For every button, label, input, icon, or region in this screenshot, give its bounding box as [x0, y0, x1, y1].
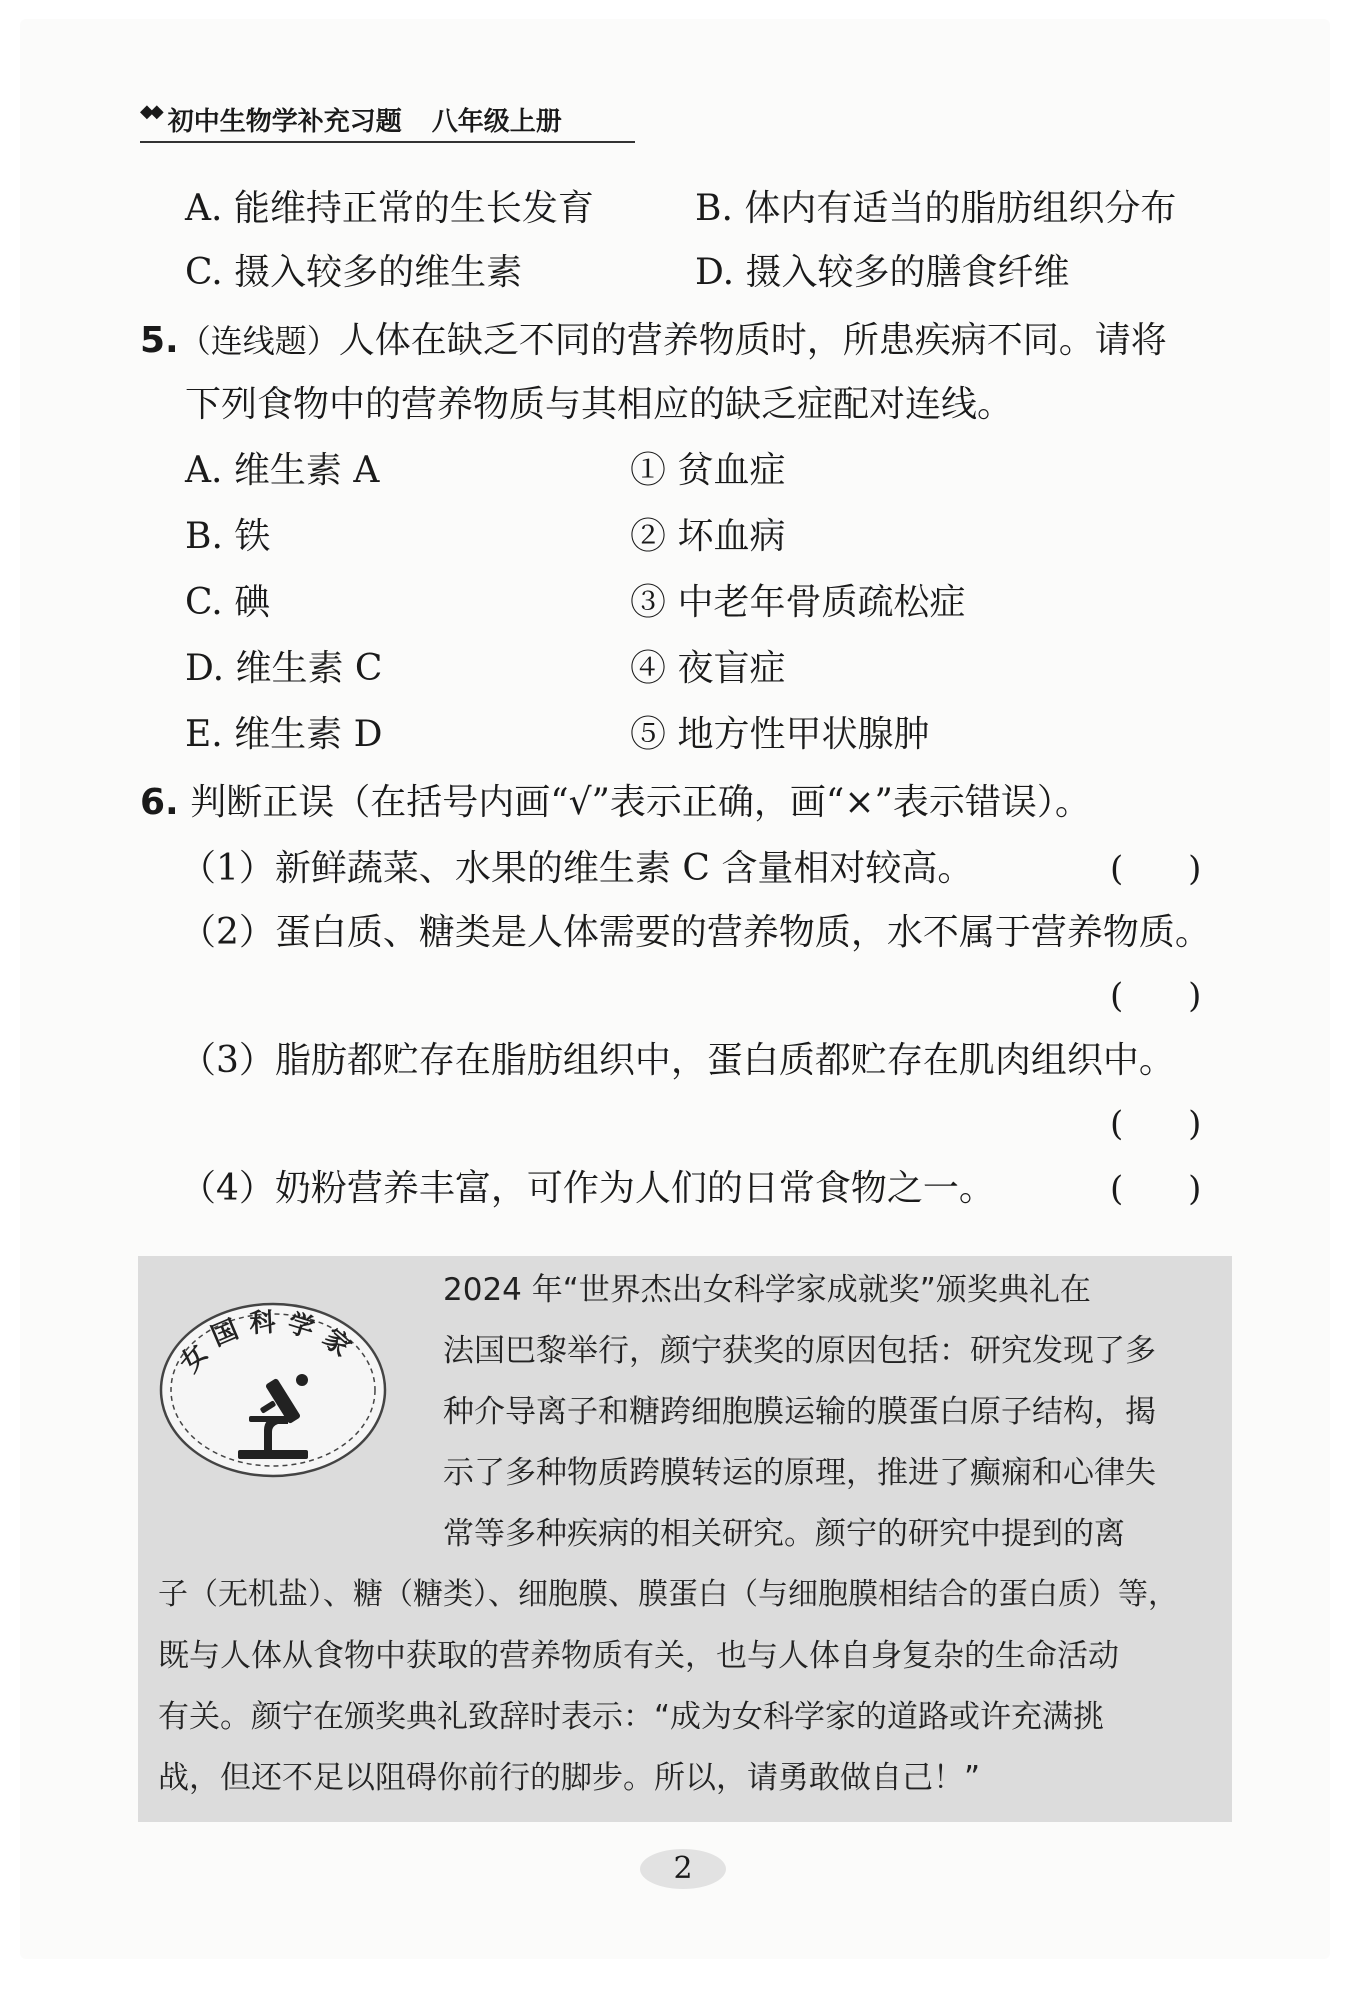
reading-box: [138, 1256, 1232, 1822]
q5-left-item: B. 铁: [185, 516, 271, 557]
q6-item: （1）新鲜蔬菜、水果的维生素 C 含量相对较高。: [180, 848, 974, 889]
q5-left-item: A. 维生素 A: [185, 450, 380, 491]
q5-text-line1: 人体在缺乏不同的营养物质时，所患疾病不同。请将: [338, 320, 1167, 361]
q5-left-item: E. 维生素 D: [185, 714, 383, 755]
q5-right-item: ⑤ 地方性甲状腺肿: [630, 714, 930, 755]
q4-option-c: C. 摄入较多的维生素: [185, 252, 523, 293]
q6-item: （2）蛋白质、糖类是人体需要的营养物质，水不属于营养物质。: [180, 912, 1211, 953]
q5-line1: [140, 319, 1167, 363]
answer-blank[interactable]: ( ): [1110, 1169, 1202, 1209]
q6-heading: [140, 781, 1091, 825]
q6-item: （4）奶粉营养丰富，可作为人们的日常食物之一。: [180, 1168, 995, 1209]
q5-right-item: ① 贫血症: [630, 450, 786, 491]
microscope-badge: [156, 1298, 391, 1483]
q6-item: （3）脂肪都贮存在脂肪组织中，蛋白质都贮存在肌肉组织中。: [180, 1040, 1175, 1081]
q6-text: 判断正误（在括号内画“√”表示正确，画“×”表示错误）。: [190, 782, 1091, 823]
q4-option-d: D. 摄入较多的膳食纤维: [695, 252, 1070, 293]
box-line: 有关。颜宁在颁奖典礼致辞时表示：“成为女科学家的道路或许充满挑: [158, 1699, 1105, 1735]
box-line: 示了多种物质跨膜转运的原理，推进了癫痫和心律失: [443, 1455, 1156, 1491]
answer-blank[interactable]: ( ): [1110, 1104, 1202, 1144]
page-number: 2: [640, 1849, 726, 1889]
q5-text-line2: 下列食物中的营养物质与其相应的缺乏症配对连线。: [185, 384, 1014, 425]
box-line: 法国巴黎举行，颜宁获奖的原因包括：研究发现了多: [443, 1333, 1156, 1369]
q5-left-item: D. 维生素 C: [185, 648, 383, 689]
box-line: 种介导离子和糖跨细胞膜运输的膜蛋白原子结构，揭: [443, 1394, 1156, 1430]
q5-right-item: ④ 夜盲症: [630, 648, 786, 689]
box-line: 2024 年“世界杰出女科学家成就奖”颁奖典礼在: [443, 1272, 1091, 1308]
q4-option-b: B. 体内有适当的脂肪组织分布: [695, 188, 1177, 229]
answer-blank[interactable]: ( ): [1110, 976, 1202, 1016]
badge-text: 女国科学家: [174, 1307, 364, 1379]
page-header: [140, 101, 635, 143]
q5-tag: （连线题）: [178, 322, 339, 360]
box-line: 子（无机盐）、糖（糖类）、细胞膜、膜蛋白（与细胞膜相结合的蛋白质）等，: [158, 1577, 1178, 1612]
q5-right-item: ② 坏血病: [630, 516, 786, 557]
book-title: 初中生物学补充习题: [167, 107, 402, 137]
page: [20, 19, 1330, 1959]
grade-label: 八年级上册: [431, 107, 562, 137]
q5-right-item: ③ 中老年骨质疏松症: [630, 582, 966, 623]
diamond-icon: ◆◆: [140, 101, 160, 122]
q6-number: 6.: [140, 782, 179, 823]
box-line: 常等多种疾病的相关研究。颜宁的研究中提到的离: [443, 1516, 1125, 1552]
answer-blank[interactable]: ( ): [1110, 849, 1202, 889]
box-line: 战，但还不足以阻碍你前行的脚步。所以，请勇敢做自己！”: [158, 1760, 981, 1796]
q4-option-a: A. 能维持正常的生长发育: [185, 188, 594, 229]
q5-left-item: C. 碘: [185, 582, 271, 623]
q5-number: 5.: [140, 320, 179, 361]
box-line: 既与人体从食物中获取的营养物质有关，也与人体自身复杂的生命活动: [158, 1638, 1119, 1674]
